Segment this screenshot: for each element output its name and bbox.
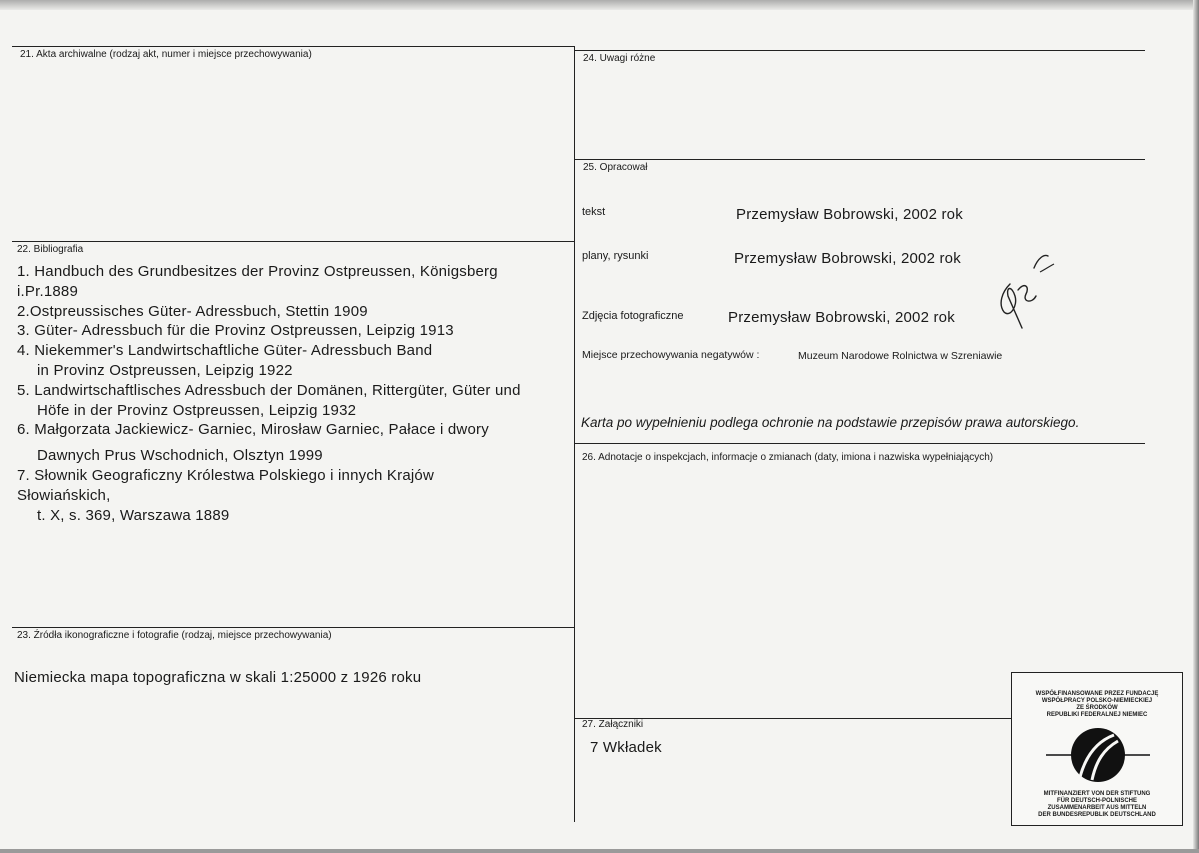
s22-label: 22. Bibliografia <box>17 244 84 255</box>
s27-label: 27. Załączniki <box>582 719 644 730</box>
bibliography-line: 3. Güter- Adressbuch für die Provinz Ostpreussen, Leipzig 1913 <box>17 322 454 340</box>
bibliography-line: 6. Małgorzata Jackiewicz- Garniec, Mirosław Garniec, Pałace i dwory <box>17 421 489 439</box>
sponsor-logo-box <box>1011 672 1183 826</box>
bibliography-line: Słowiańskich, <box>17 486 111 504</box>
foundation-emblem-icon <box>1046 725 1150 785</box>
scan-top-edge <box>0 0 1199 10</box>
bibliography-line: 4. Niekemmer's Landwirtschaftliche Güter- Adressbuch Band <box>17 342 433 360</box>
tekst-value: Przemysław Bobrowski, 2002 rok <box>736 206 963 223</box>
logo-bottom-line: DER BUNDESREPUBLIK DEUTSCHLAND <box>1038 812 1156 818</box>
bibliography-list <box>17 262 521 525</box>
s23-top-line <box>12 627 575 628</box>
s26-top-line <box>575 443 1145 444</box>
logo-top-line: WSPÓŁPRACY POLSKO-NIEMIECKIEJ <box>1041 698 1153 704</box>
negatywy-value: Muzeum Narodowe Rolnictwa w Szreniawie <box>798 350 1003 362</box>
logo-top-line: REPUBLIKI FEDERALNEJ NIEMIEC <box>1046 712 1148 718</box>
top-right-border-line <box>575 50 1145 51</box>
bibliography-line: Höfe in der Provinz Ostpreussen, Leipzig 1932 <box>37 401 357 419</box>
logo-top-line: ZE ŚRODKÓW <box>1076 705 1118 711</box>
signature-mark <box>988 246 1058 336</box>
bibliography-line: 2.Ostpreussisches Güter- Adressbuch, Stettin 1909 <box>17 302 368 320</box>
plany-label: plany, rysunki <box>582 250 649 262</box>
bibliography-line: t. X, s. 369, Warszawa 1889 <box>37 506 230 524</box>
logo-bottom-line: MITFINANZIERT VON DER STIFTUNG <box>1043 791 1151 797</box>
bibliography-line: 5. Landwirtschaftlisches Adressbuch der Domänen, Rittergüter, Güter und <box>17 381 521 399</box>
center-divider-line <box>574 46 575 822</box>
negatywy-label: Miejsce przechowywania negatywów : <box>582 349 760 361</box>
s27-value: 7 Wkładek <box>590 739 662 756</box>
s22-top-line <box>12 241 575 242</box>
bibliography-line: 1. Handbuch des Grundbesitzes der Provinz Ostpreussen, Königsberg <box>17 263 498 280</box>
bibliography-line: in Provinz Ostpreussen, Leipzig 1922 <box>37 361 293 379</box>
s25-top-line <box>575 159 1145 160</box>
logo-bottom-line: FÜR DEUTSCH-POLNISCHE <box>1056 798 1137 804</box>
zdjecia-value: Przemysław Bobrowski, 2002 rok <box>728 309 955 326</box>
s25-label: 25. Opracował <box>583 162 648 173</box>
s26-label: 26. Adnotacje o inspekcjach, informacje o zmianach (daty, imiona i nazwiska wypełniających) <box>582 452 994 463</box>
zdjecia-label: Zdjęcia fotograficzne <box>582 310 684 322</box>
s21-label: 21. Akta archiwalne (rodzaj akt, numer i miejsce przechowywania) <box>20 49 312 60</box>
logo-top-line: WSPÓŁFINANSOWANE PRZEZ FUNDACJĘ <box>1035 691 1159 697</box>
bibliography-line: i.Pr.1889 <box>17 282 79 300</box>
s23-value: Niemiecka mapa topograficzna w skali 1:25000 z 1926 roku <box>14 669 422 686</box>
scan-right-edge <box>1193 0 1199 853</box>
s23-label: 23. Źródła ikonograficzne i fotografie (rodzaj, miejsce przechowywania) <box>17 630 332 641</box>
tekst-label: tekst <box>582 206 606 218</box>
bibliography-line: 7. Słownik Geograficzny Królestwa Polskiego i innych Krajów <box>17 466 434 484</box>
s24-label: 24. Uwagi różne <box>583 53 656 64</box>
top-border-line <box>12 46 575 47</box>
plany-value: Przemysław Bobrowski, 2002 rok <box>734 250 961 267</box>
bibliography-line: Dawnych Prus Wschodnich, Olsztyn 1999 <box>37 447 323 465</box>
logo-bottom-line: ZUSAMMENARBEIT AUS MITTELN <box>1047 805 1147 811</box>
scan-bottom-edge <box>0 849 1199 853</box>
copyright-note: Karta po wypełnieniu podlega ochronie na podstawie przepisów prawa autorskiego. <box>581 415 1080 430</box>
